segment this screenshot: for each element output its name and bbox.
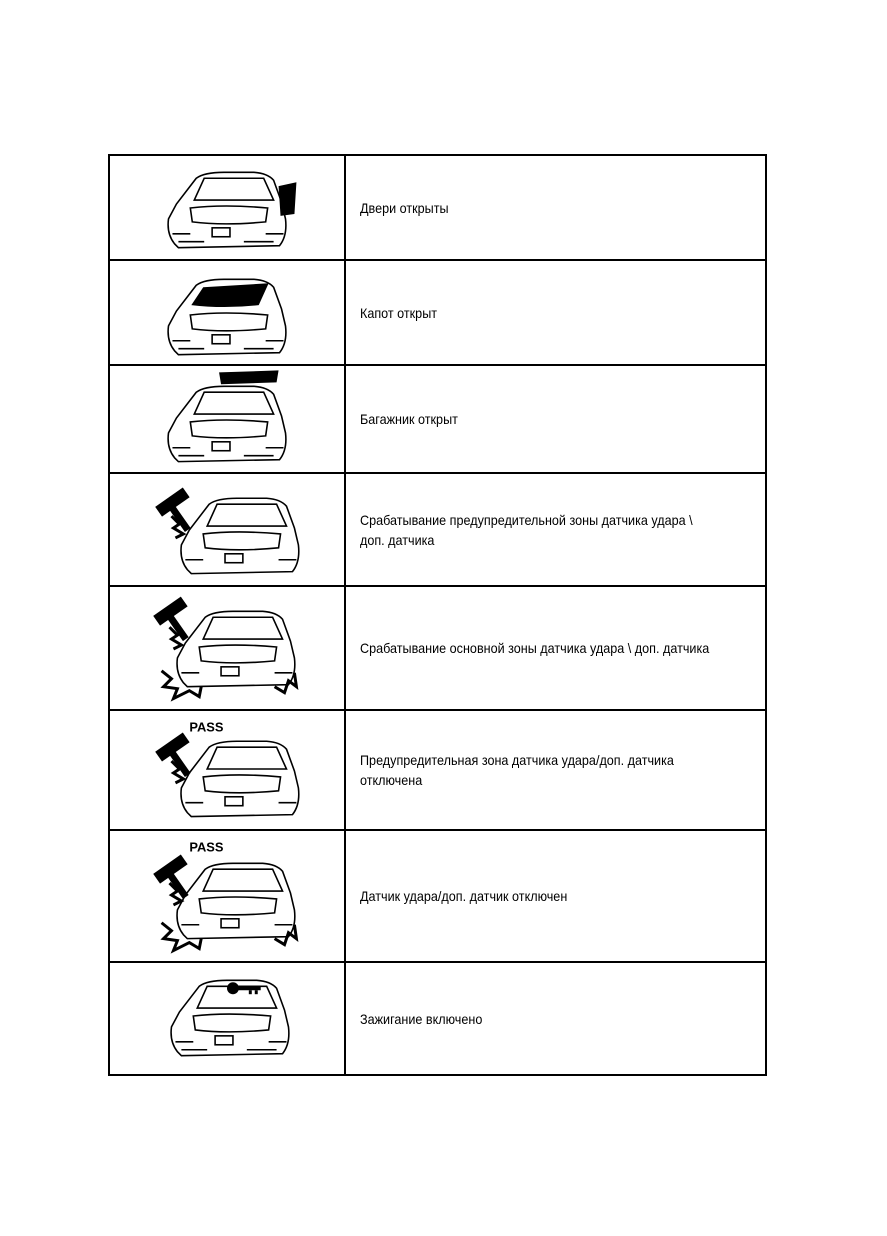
row-label: Срабатывание основной зоны датчика удара \ доп. датчика [360, 640, 710, 656]
row-label: Капот открыт [360, 304, 438, 321]
shock-sensor-warning-zone-icon [110, 474, 346, 585]
car-door-open-icon [110, 156, 346, 259]
key-icon [227, 982, 261, 994]
table-row [110, 261, 765, 366]
car-hood-open-icon [110, 261, 346, 364]
row-label: Предупредительная зона датчика удара/доп. датчика отключена [360, 752, 674, 788]
shock-warning-zone-pass-icon [110, 711, 346, 829]
row-label: Срабатывание предупредительной зоны датчика удара \ доп. датчика [360, 511, 693, 548]
table-row [110, 474, 765, 587]
row-label: Датчик удара/доп. датчик отключен [360, 888, 568, 904]
pass-badge: PASS [189, 839, 224, 855]
table-row [110, 711, 765, 831]
table-row [110, 831, 765, 963]
car-ignition-key-icon [110, 963, 346, 1074]
row-label: Двери открыты [360, 199, 449, 216]
row-label: Багажник открыт [360, 411, 458, 427]
shock-sensor-main-zone-icon [110, 587, 346, 709]
table-row [110, 366, 765, 474]
status-table [108, 154, 767, 1076]
table-row [110, 156, 765, 261]
pass-badge: PASS [189, 719, 224, 735]
shock-sensor-pass-icon [110, 831, 346, 961]
car-trunk-open-icon [110, 366, 346, 472]
table-row [110, 963, 765, 1074]
table-row [110, 587, 765, 711]
row-label: Зажигание включено [360, 1010, 483, 1027]
